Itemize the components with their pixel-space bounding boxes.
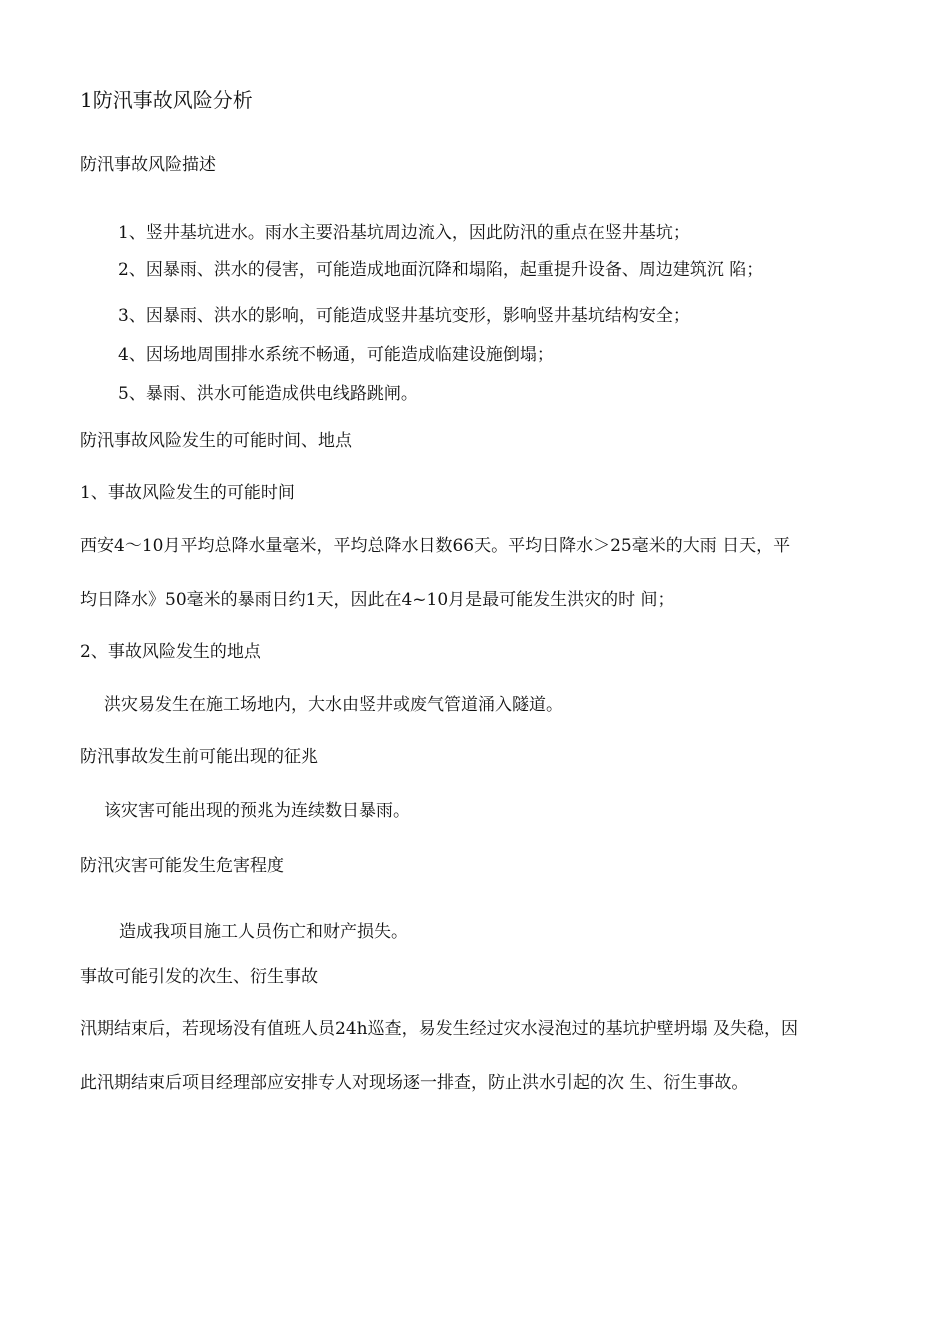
section-heading-severity: 防汛灾害可能发生危害程度 <box>80 856 284 876</box>
paragraph-line: 该灾害可能出现的预兆为连续数日暴雨。 <box>104 801 410 821</box>
subheading-location: 2、事故风险发生的地点 <box>80 642 261 662</box>
subheading-possible-time: 1、事故风险发生的可能时间 <box>80 483 295 503</box>
list-item: 5、暴雨、洪水可能造成供电线路跳闸。 <box>118 384 418 404</box>
paragraph-line: 西安4〜10月平均总降水量毫米，平均总降水日数66天。平均日降水＞25毫米的大雨 日天，平 <box>80 536 791 556</box>
section-heading-risk-description: 防汛事故风险描述 <box>80 155 216 175</box>
paragraph-line: 此汛期结束后项目经理部应安排专人对现场逐一排查，防止洪水引起的次 生、衍生事故。 <box>80 1073 749 1093</box>
page-title: 1防汛事故风险分析 <box>80 88 253 112</box>
section-heading-time-location: 防汛事故风险发生的可能时间、地点 <box>80 431 352 451</box>
list-item: 4、因场地周围排水系统不畅通，可能造成临建设施倒塌； <box>118 345 554 365</box>
paragraph-line: 洪灾易发生在施工场地内，大水由竖井或废气管道涌入隧道。 <box>104 695 563 715</box>
paragraph-line: 均日降水》50毫米的暴雨日约1天，因此在4~10月是最可能发生洪灾的时 间； <box>80 590 675 610</box>
section-heading-secondary-accidents: 事故可能引发的次生、衍生事故 <box>80 967 318 987</box>
paragraph-line: 造成我项目施工人员伤亡和财产损失。 <box>119 922 408 942</box>
section-heading-warning-signs: 防汛事故发生前可能出现的征兆 <box>80 747 318 767</box>
list-item: 1、竖井基坑进水。雨水主要沿基坑周边流入，因此防汛的重点在竖井基坑； <box>118 223 690 243</box>
paragraph-line: 汛期结束后，若现场没有值班人员24h巡查，易发生经过灾水浸泡过的基坑护壁坍塌 及失稳，因 <box>80 1019 798 1039</box>
list-item: 3、因暴雨、洪水的影响，可能造成竖井基坑变形，影响竖井基坑结构安全； <box>118 306 690 326</box>
list-item: 2、因暴雨、洪水的侵害，可能造成地面沉降和塌陷，起重提升设备、周边建筑沉 陷； <box>118 260 764 280</box>
